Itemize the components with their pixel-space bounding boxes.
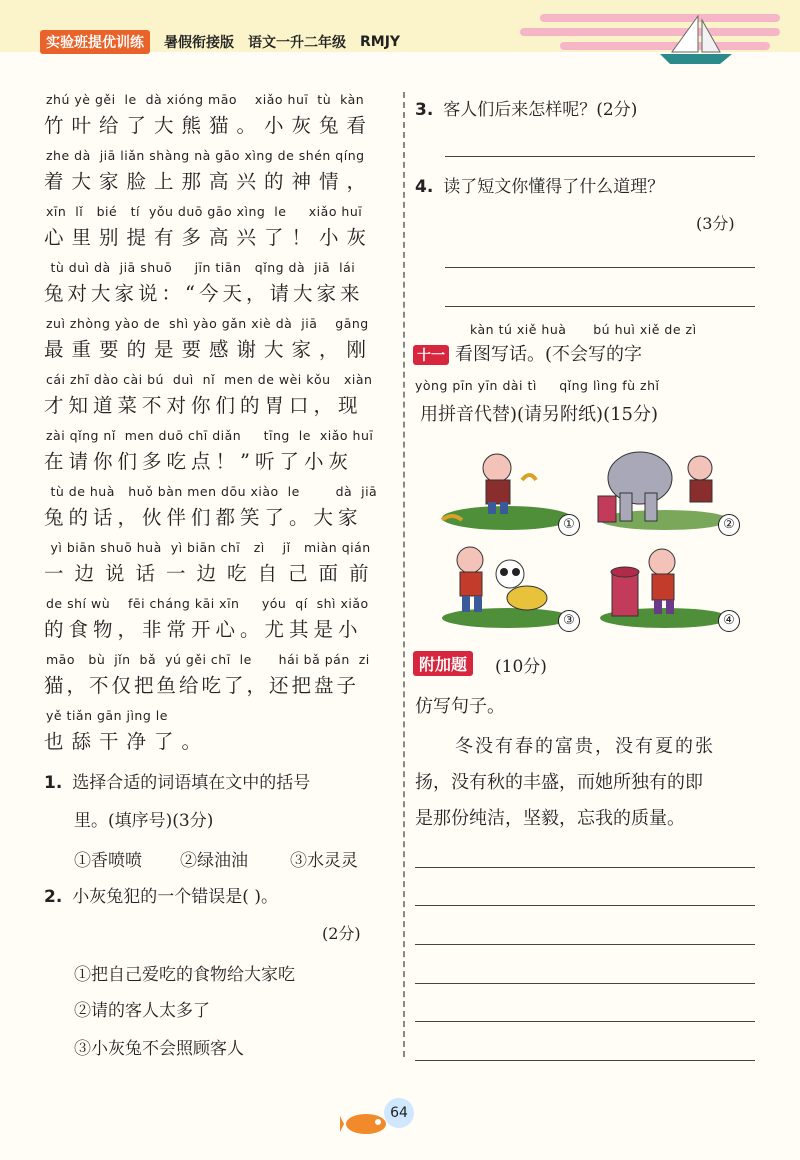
answer-line[interactable] xyxy=(415,867,755,868)
section-11-badge: 十一 xyxy=(413,345,449,365)
passage-text: 的食物，非常开心。尤其是小 xyxy=(44,618,363,641)
section-11-title xyxy=(413,340,642,366)
answer-line[interactable] xyxy=(415,1060,755,1061)
publisher-code: RMJY xyxy=(360,34,401,50)
question-4 xyxy=(415,172,664,197)
question-2 xyxy=(44,882,278,907)
sailboat-icon xyxy=(660,16,732,64)
passage-text: 兔对大家说：“今天，请大家来 xyxy=(44,282,364,305)
pinyin: māo bù jǐn bǎ yú gěi chī le hái bǎ pán zi xyxy=(46,652,370,667)
passage-line xyxy=(44,704,389,760)
answer-line[interactable] xyxy=(415,1021,755,1022)
passage-line xyxy=(44,648,389,704)
option-1: ①香喷喷 xyxy=(74,851,142,871)
answer-line[interactable] xyxy=(445,267,755,268)
passage-line xyxy=(44,88,389,144)
pinyin: zuì zhòng yào de shì yào gǎn xiè dà jiā gāng xyxy=(46,316,369,331)
question-number: 2. xyxy=(44,887,63,907)
page-number: 64 xyxy=(384,1098,414,1128)
passage-text: 最重要的是要感谢大家，刚 xyxy=(44,338,375,361)
passage-line xyxy=(44,312,389,368)
passage-text: 也舔干净了。 xyxy=(44,730,210,753)
answer-line[interactable] xyxy=(445,156,755,157)
question-number: 1. xyxy=(44,773,63,793)
option-2: ②绿油油 xyxy=(180,851,248,871)
option-3: ③水灵灵 xyxy=(290,851,358,871)
passage-line xyxy=(44,536,389,592)
answer-line[interactable] xyxy=(415,905,755,906)
picture-2 xyxy=(590,438,740,535)
passage-line xyxy=(44,480,389,536)
passage-text: 兔的话，伙伴们都笑了。大家 xyxy=(44,506,363,529)
question-text: 读了短文你懂得了什么道理？ xyxy=(443,177,665,197)
edition: 暑假衔接版 xyxy=(164,35,234,51)
pinyin: tù de huà huǒ bàn men dōu xiào le dà jiā xyxy=(46,484,378,499)
pinyin: zài qǐng nǐ men duō chī diǎn tīng le xiǎo huī xyxy=(46,428,374,443)
section-11-title-2: 用拼音代替)(请另附纸)(15分) xyxy=(420,404,659,425)
answer-line[interactable] xyxy=(415,944,755,945)
header-title xyxy=(40,30,400,54)
question-2-score: (2分) xyxy=(322,924,361,943)
option-3: ③小灰兔不会照顾客人 xyxy=(74,1039,244,1059)
column-divider xyxy=(403,92,405,1057)
question-number: 4. xyxy=(415,177,434,197)
pinyin: cái zhī dào cài bú duì nǐ men de wèi kǒu xiàn xyxy=(46,372,373,387)
passage-line xyxy=(44,592,389,648)
picture-label: ③ xyxy=(558,610,580,632)
subject: 语文一升二年级 xyxy=(248,35,346,51)
passage-line xyxy=(44,144,389,200)
bonus-example-line: 扬，没有秋的丰盛，而她所独有的即 xyxy=(415,772,703,793)
picture-label: ④ xyxy=(718,610,740,632)
bonus-badge: 附加题 xyxy=(413,651,473,676)
question-3 xyxy=(415,95,637,120)
passage-text: 猫，不仅把鱼给吃了，还把盘子 xyxy=(44,674,360,697)
passage-text: 心里别提有多高兴了！小灰 xyxy=(44,226,375,249)
header-decoration xyxy=(520,8,790,64)
passage-line xyxy=(44,424,389,480)
question-1 xyxy=(44,768,310,793)
question-4-score: (3分) xyxy=(696,214,735,233)
bonus-example-line: 冬没有春的富贵，没有夏的张 xyxy=(455,736,715,757)
question-text: 客人们后来怎样呢？(2分) xyxy=(443,100,638,120)
pinyin: zhú yè gěi le dà xióng māo xiǎo huī tù kàn xyxy=(46,92,365,107)
answer-line[interactable] xyxy=(445,306,755,307)
section-title-text: 看图写话。(不会写的字 xyxy=(455,344,643,365)
passage-text: 才知道菜不对你们的胃口，现 xyxy=(44,394,363,417)
section-11-pinyin-2: yòng pīn yīn dài tì qǐng lìng fù zhǐ xyxy=(415,378,660,393)
pinyin: xīn lǐ bié tí yǒu duō gāo xìng le xiǎo huī xyxy=(46,204,363,219)
pinyin: yě tiǎn gān jìng le xyxy=(46,708,168,723)
picture-label: ② xyxy=(718,514,740,536)
passage-text: 一边说话一边吃自己面前 xyxy=(44,562,380,585)
bonus-example-line: 是那份纯洁，坚毅，忘我的质量。 xyxy=(415,808,685,829)
option-1: ①把自己爱吃的食物给大家吃 xyxy=(74,965,295,985)
pinyin: de shí wù fēi cháng kāi xīn yóu qí shì xiǎo xyxy=(46,596,369,611)
passage-line xyxy=(44,368,389,424)
passage-line xyxy=(44,256,389,312)
series-name: 实验班提优训练 xyxy=(40,30,150,54)
passage-line xyxy=(44,200,389,256)
bonus-score: (10分) xyxy=(495,657,547,677)
bonus-instruction: 仿写句子。 xyxy=(415,696,505,717)
question-number: 3. xyxy=(415,100,434,120)
passage-text: 在请你们多吃点！”听了小灰 xyxy=(44,450,353,473)
passage-text: 着大家脸上那高兴的神情， xyxy=(44,170,375,193)
question-1-cont: 里。(填序号)(3分) xyxy=(74,811,214,831)
pinyin: tù duì dà jiā shuō jīn tiān qǐng dà jiā lái xyxy=(46,260,356,275)
pinyin: yì biān shuō huà yì biān chī zì jǐ miàn qián xyxy=(46,540,371,555)
page-header xyxy=(0,0,800,92)
passage-text: 竹叶给了大熊猫。小灰兔看 xyxy=(44,114,375,137)
picture-label: ① xyxy=(558,514,580,536)
answer-line[interactable] xyxy=(415,983,755,984)
question-text: 选择合适的词语填在文中的括号 xyxy=(72,773,311,793)
pinyin: zhe dà jiā liǎn shàng nà gāo xìng de shén qíng xyxy=(46,148,365,163)
option-2: ②请的客人太多了 xyxy=(74,1001,210,1021)
passage xyxy=(44,88,389,760)
section-11-pinyin: kàn tú xiě huà bú huì xiě de zì xyxy=(470,322,697,337)
question-text: 小灰兔犯的一个错误是( )。 xyxy=(72,887,278,907)
